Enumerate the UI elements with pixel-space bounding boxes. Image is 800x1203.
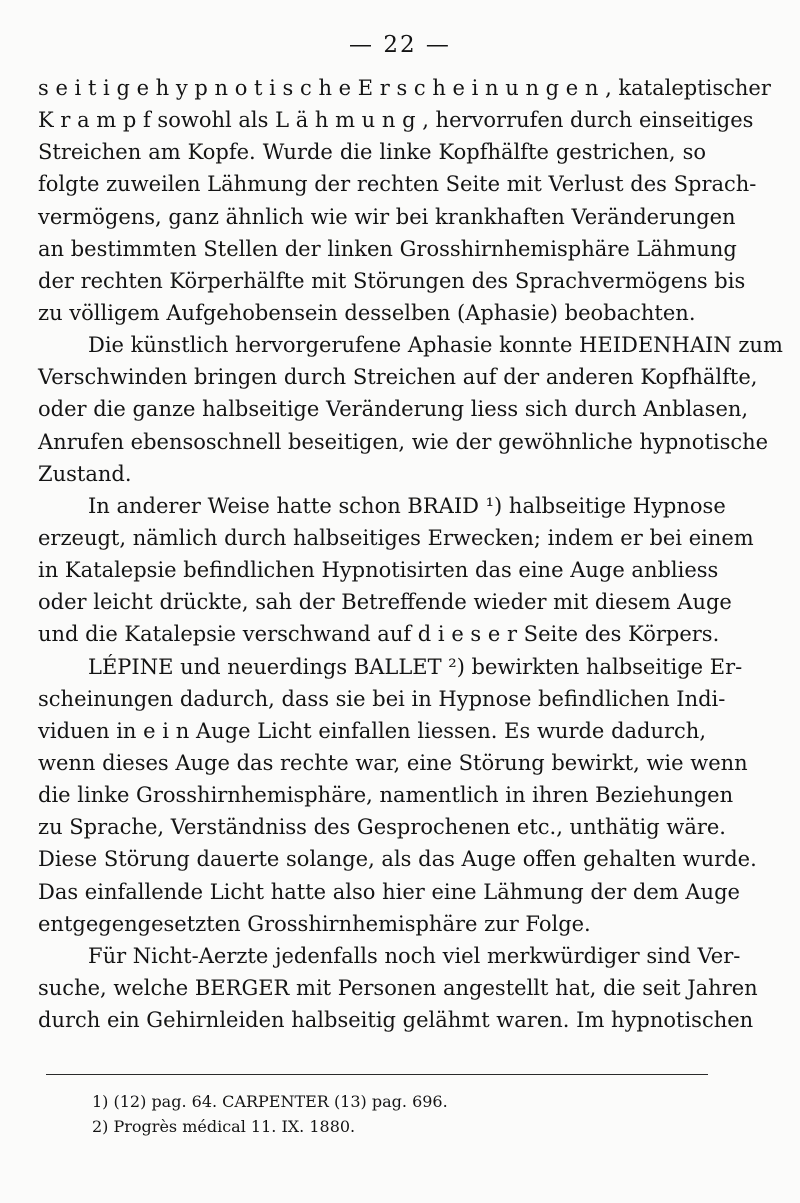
text-line: Verschwinden bringen durch Streichen auf der anderen Kopfhälfte, <box>38 365 758 390</box>
page-number: — 22 — <box>349 32 451 58</box>
text-line: der rechten Körperhälfte mit Störungen des Sprachvermögens bis <box>38 268 746 293</box>
text-line: Das einfallende Licht hatte also hier eine Lähmung der dem Auge <box>38 879 740 904</box>
text-line: scheinungen dadurch, dass sie bei in Hypnose befindlichen Indi- <box>38 686 726 711</box>
text-line: wenn dieses Auge das rechte war, eine Störung bewirkt, wie wenn <box>38 750 748 775</box>
text-line: an bestimmten Stellen der linken Grosshirnhemisphäre Lähmung <box>38 236 737 261</box>
text-line: K r a m p f sowohl als L ä h m u n g , hervorrufen durch einseitiges <box>38 108 754 133</box>
text-line: Zustand. <box>38 461 132 486</box>
text-line: suche, welche BERGER mit Personen angestellt hat, die seit Jahren <box>38 975 758 1000</box>
body-text <box>38 72 783 1036</box>
text-line: zu Sprache, Verständniss des Gesprochenen etc., unthätig wäre. <box>38 815 726 840</box>
footnote: 2) Progrès médical 11. IX. 1880. <box>92 1117 356 1136</box>
text-line: viduen in e i n Auge Licht einfallen liessen. Es wurde dadurch, <box>38 718 706 743</box>
text-line: oder die ganze halbseitige Veränderung liess sich durch Anblasen, <box>38 397 749 422</box>
text-line: die linke Grosshirnhemisphäre, namentlich in ihren Beziehungen <box>38 783 734 808</box>
text-line: durch ein Gehirnleiden halbseitig gelähmt waren. Im hypnotischen <box>38 1008 754 1033</box>
text-line: oder leicht drückte, sah der Betreffende wieder mit diesem Auge <box>38 590 732 615</box>
text-line: Die künstlich hervorgerufene Aphasie konnte HEIDENHAIN zum <box>88 333 783 358</box>
text-line: folgte zuweilen Lähmung der rechten Seite mit Verlust des Sprach- <box>38 172 757 197</box>
text-line: LÉPINE und neuerdings BALLET ²) bewirkten halbseitige Er- <box>88 654 743 679</box>
text-line: vermögens, ganz ähnlich wie wir bei krankhaften Veränderungen <box>38 204 736 229</box>
text-line: Anrufen ebensoschnell beseitigen, wie der gewöhnliche hypnotische <box>38 429 769 454</box>
text-line: Diese Störung dauerte solange, als das Auge offen gehalten wurde. <box>38 847 757 872</box>
text-line: in Katalepsie befindlichen Hypnotisirten das eine Auge anbliess <box>38 558 719 583</box>
text-line: entgegengesetzten Grosshirnhemisphäre zur Folge. <box>38 911 591 936</box>
text-line: s e i t i g e h y p n o t i s c h e E r s c h e i n u n g e n , kataleptischer <box>38 76 771 100</box>
text-line: und die Katalepsie verschwand auf d i e s e r Seite des Körpers. <box>38 622 720 647</box>
text-line: Streichen am Kopfe. Wurde die linke Kopfhälfte gestrichen, so <box>38 140 706 165</box>
text-line: zu völligem Aufgehobensein desselben (Aphasie) beobachten. <box>38 300 696 325</box>
text-line: erzeugt, nämlich durch halbseitiges Erwecken; indem er bei einem <box>38 525 754 550</box>
footnote: 1) (12) pag. 64. CARPENTER (13) pag. 696. <box>92 1092 448 1111</box>
footnotes <box>92 1089 692 1139</box>
text-line: Für Nicht-Aerzte jedenfalls noch viel merkwürdiger sind Ver- <box>88 943 741 968</box>
text-line: In anderer Weise hatte schon BRAID ¹) halbseitige Hypnose <box>88 493 726 518</box>
footnote-divider <box>46 1074 708 1075</box>
